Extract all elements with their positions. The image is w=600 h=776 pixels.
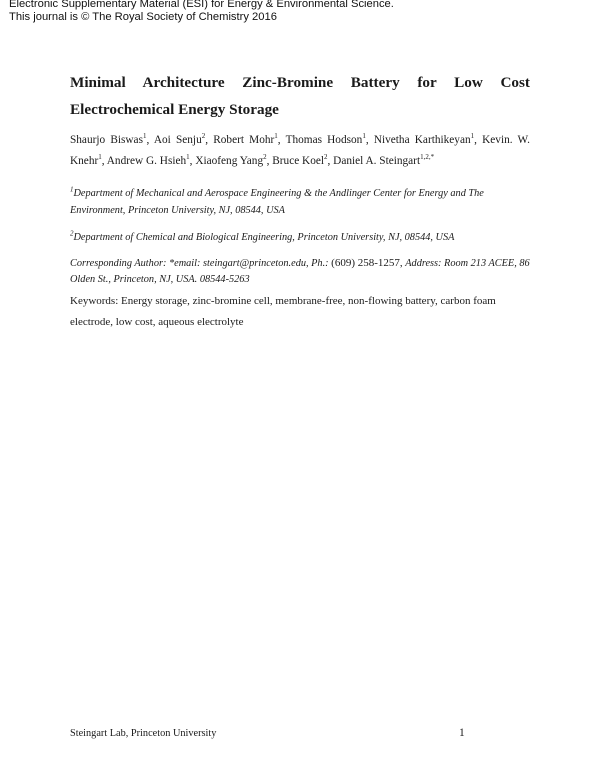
title-line-1: Minimal Architecture Zinc-Bromine Battery for Low Cost [70,74,530,91]
author-name-part: Knehr [70,155,99,167]
author-name: Nivetha Karthikeyan [373,134,471,146]
author-name: Aoi Senju [153,134,202,146]
author-name: Shaurjo Biswas [70,134,143,146]
author-line-2: Knehr$^1$, Andrew G. Hsieh$^1$, Xiaofeng Yang$^2$, Bruce Koel$^2$, Daniel A. Steingart$^{1,2,*}$ [70,153,435,167]
keywords-label: Keywords: [70,295,119,307]
paper-title [70,69,530,123]
esi-line-1: Electronic Supplementary Material (ESI) for Energy & Environmental Science. [9,0,394,10]
author-affil-sup: 1 [142,132,147,141]
author-affil-sup: 2 [324,153,328,162]
author-affil-sup: 1 [274,132,278,141]
footer-lab: Steingart Lab, Princeton University [70,728,217,739]
author-affil-sup: 2 [201,132,206,141]
esi-line-2: This journal is © The Royal Society of Chemistry 2016 [9,11,277,23]
affiliation-sup: 2 [70,229,74,238]
title-line-2: Electrochemical Energy Storage [70,101,279,118]
esi-header [9,0,394,24]
corresponding-author [70,255,532,288]
keywords [70,291,532,333]
corresponding-label: Corresponding Author: *email: steingart@princeton.edu, Ph.: [70,258,329,269]
affiliation-sup: 1 [70,185,74,194]
author-affil-sup: 1 [362,132,366,141]
page-number: 1 [459,727,465,739]
author-name: Thomas Hodson [285,134,363,146]
author-name-part: Kevin. W. [482,134,530,146]
author-name: Daniel A. Steingart [333,155,421,167]
author-affil-sup: 1 [98,153,102,162]
author-affil-sup: 1 [470,132,475,141]
author-name: Robert Mohr [213,134,275,146]
author-name: Bruce Koel [272,155,325,167]
affiliation-text: Department of Chemical and Biological Engineering, Princeton University, NJ, 08544, USA [73,232,455,243]
author-name: Andrew G. Hsieh [106,155,187,167]
author-affil-sup: 1,2,* [420,153,435,162]
author-affil-sup: 2 [263,153,267,162]
keywords-text: Energy storage, zinc-bromine cell, membrane-free, non-flowing battery, carbon foam electrode, low cost, aqueous electrolyte [70,295,496,328]
author-affil-sup: 1 [186,153,190,162]
author-name: Xiaofeng Yang [195,155,264,167]
affiliation-text: Department of Mechanical and Aerospace Engineering & the Andlinger Center for Energy and The Environment, Princeton University, NJ, 08544, USA [70,188,484,216]
author-list [70,130,530,172]
corresponding-phone: (609) 258-1257, [331,257,403,269]
affiliation-2 [70,229,532,246]
corresponding-address: Address: Room 213 ACEE, 86 Olden St., Princeton, NJ, USA. 08544-5263 [70,258,530,285]
author-line-1: Shaurjo Biswas$^1$, Aoi Senju$^2$, Robert Mohr$^1$, Thomas Hodson$^1$, Nivetha Karthikeyan$^1$, Kevin. W. [70,132,530,146]
affiliation-1 [70,185,532,219]
